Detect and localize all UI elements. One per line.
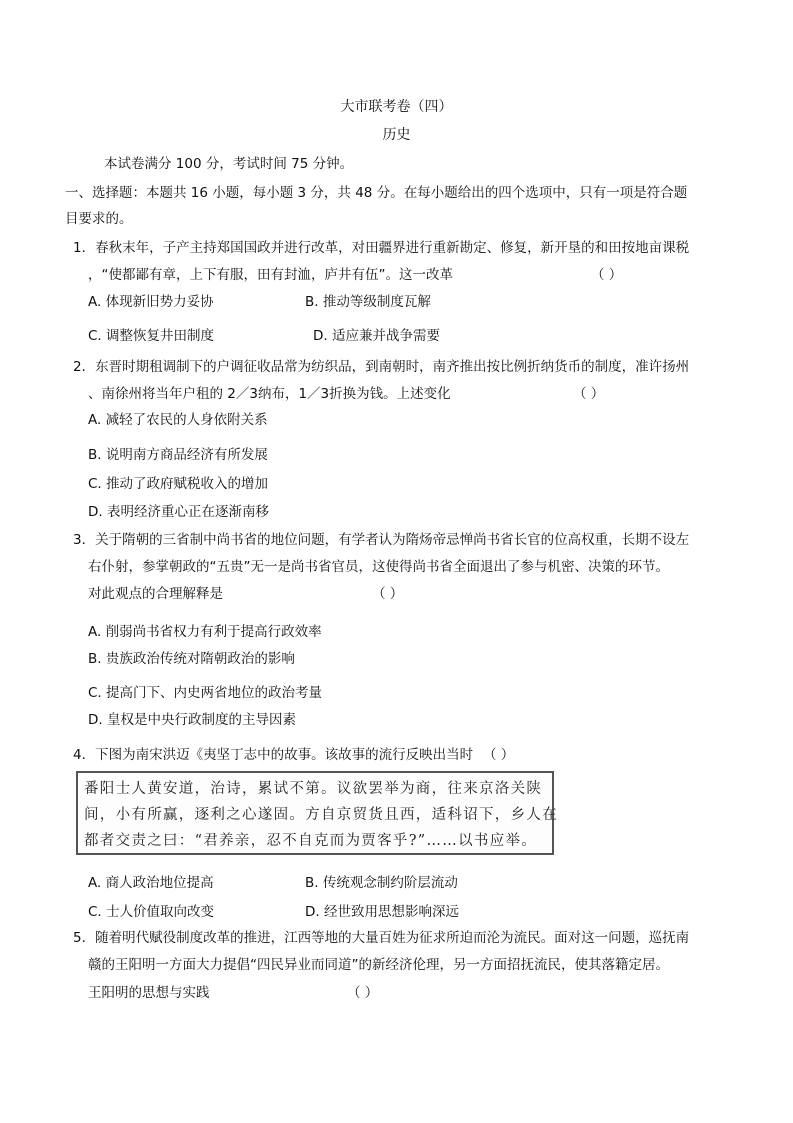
option-a: A. 削弱尚书省权力有利于提高行政效率 bbox=[88, 624, 322, 640]
option-d: D. 适应兼并战争需要 bbox=[313, 328, 440, 344]
exam-intro: 本试卷满分 100 分，考试时间 75 分钟。 bbox=[104, 156, 354, 172]
answer-bracket: （ ） bbox=[347, 985, 379, 1001]
option-c: C. 推动了政府赋税收入的增加 bbox=[88, 476, 269, 492]
question-text-line: 4．下图为南宋洪迈《夷坚丁志中的故事。该故事的流行反映出当时 bbox=[73, 747, 474, 763]
question-text-line: 对此观点的合理解释是 bbox=[88, 586, 223, 602]
answer-bracket: （ ） bbox=[483, 747, 515, 763]
option-b: B. 说明南方商品经济有所发展 bbox=[88, 447, 268, 463]
section-instructions-line2: 目要求的。 bbox=[65, 211, 133, 227]
option-c: C. 士人价值取向改变 bbox=[88, 904, 215, 920]
option-a: A. 商人政治地位提高 bbox=[88, 875, 214, 891]
option-c: C. 提高门下、内史两省地位的政治考量 bbox=[88, 685, 323, 701]
excerpt-line: 都者交责之曰：“君养亲，忍不自克而为贾客乎?”……以书应举。 bbox=[84, 833, 538, 849]
question-text-line: 3．关于隋朝的三省制中尚书省的地位问题，有学者认为隋炀帝忌惮尚书省长官的位高权重，长期不设左 bbox=[73, 532, 690, 548]
answer-bracket: （ ） bbox=[372, 586, 404, 602]
question-text-line: 右仆射，参掌朝政的“五贵”无一是尚书省官员，这使得尚书省全面退出了参与机密、决策的环节。 bbox=[88, 559, 669, 575]
exam-title: 大市联考卷（四） bbox=[340, 99, 453, 115]
question-text-line: 赣的王阳明一方面大力提倡“四民异业而同道”的新经济伦理，另一方面招抚流民，使其落籍定居。 bbox=[88, 957, 669, 973]
excerpt-line: 间，小有所赢，逐利之心遂固。方自京贸货且西，适科诏下，乡人在 bbox=[84, 807, 558, 823]
option-c: C. 调整恢复井田制度 bbox=[88, 328, 215, 344]
option-d: D. 表明经济重心正在逐渐南移 bbox=[88, 504, 269, 520]
question-text-line: 5．随着明代赋役制度改革的推进，江西等地的大量百姓为征求所迫而沦为流民。面对这一问题，巡抚南 bbox=[73, 930, 690, 946]
question-text-line: 2．东晋时期租调制下的户调征收品常为纺织品，到南朝时，南齐推出按比例折纳货币的制度，准许扬州 bbox=[73, 359, 690, 375]
option-a: A. 减轻了农民的人身依附关系 bbox=[88, 412, 268, 428]
historical-text-excerpt bbox=[76, 771, 558, 855]
section-instructions-line1: 一、选择题：本题共 16 小题，每小题 3 分，共 48 分。在每小题给出的四个选项中，只有一项是符合题 bbox=[65, 185, 688, 201]
option-d: D. 经世致用思想影响深远 bbox=[305, 904, 459, 920]
option-a: A. 体现新旧势力妥协 bbox=[88, 294, 214, 310]
option-b: B. 传统观念制约阶层流动 bbox=[305, 875, 458, 891]
question-text-line: 1．春秋末年，子产主持郑国国政并进行改革，对田疆界进行重新勘定、修复，新开垦的和田按地亩课税 bbox=[73, 240, 690, 256]
option-d: D. 皇权是中央行政制度的主导因素 bbox=[88, 712, 296, 728]
option-b: B. 推动等级制度瓦解 bbox=[305, 294, 431, 310]
question-text-line: ，“使都鄙有章，上下有服，田有封洫，庐井有伍”。这一改革 bbox=[88, 267, 453, 283]
question-text-line: 王阳明的思想与实践 bbox=[88, 985, 210, 1001]
answer-bracket: （ ） bbox=[573, 386, 605, 402]
option-b: B. 贵族政治传统对隋朝政治的影响 bbox=[88, 651, 295, 667]
subject-title: 历史 bbox=[382, 127, 411, 143]
answer-bracket: （ ） bbox=[591, 267, 623, 283]
excerpt-line: 番阳士人黄安道，治诗，累试不第。议欲罢举为商，往来京洛关陕 bbox=[84, 781, 543, 797]
question-text-line: 、南徐州将当年户租的 2／3纳布，1／3折换为钱。上述变化 bbox=[88, 386, 451, 402]
